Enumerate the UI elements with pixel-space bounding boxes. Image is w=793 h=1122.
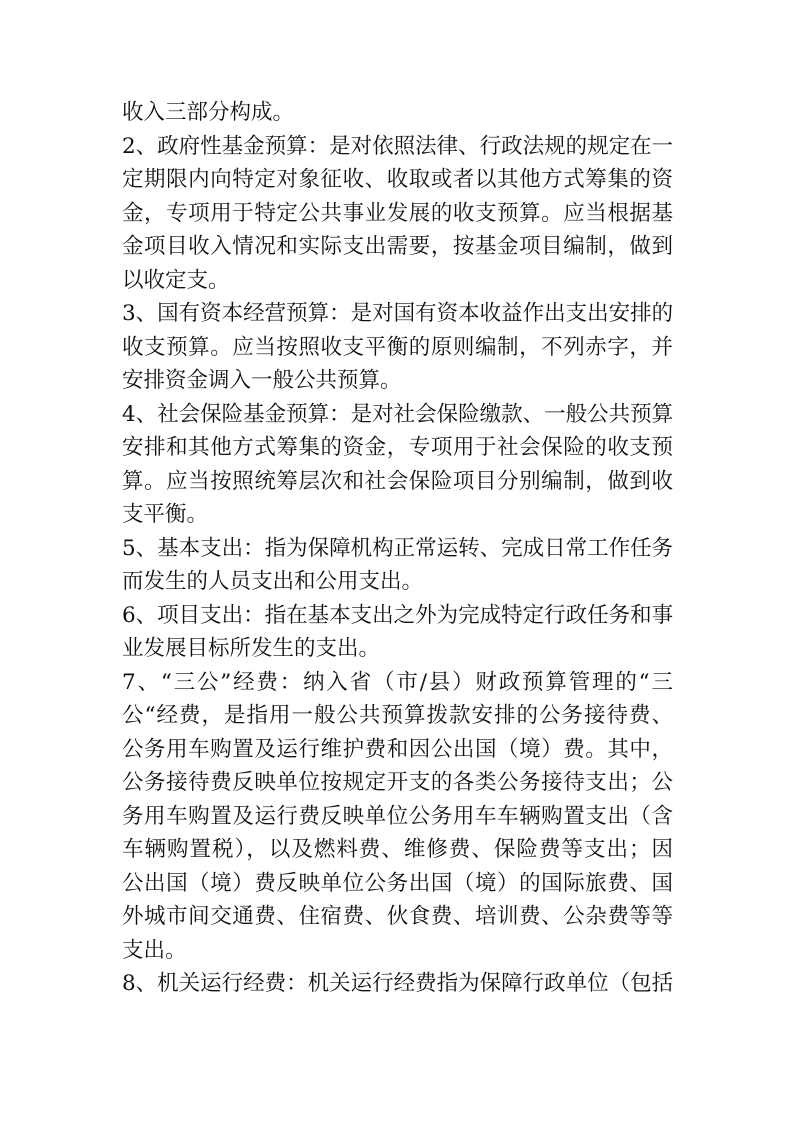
- text-line: 2、政府性基金预算：是对依照法律、行政法规的规定在一: [122, 133, 674, 159]
- text-line: 支平衡。: [122, 502, 209, 527]
- paragraph-item-7-three-public-expenses: [122, 666, 673, 968]
- text-line: 以收定支。: [122, 267, 230, 293]
- text-line: 收支预算。应当按照收支平衡的原则编制，不列赤字，并: [122, 334, 673, 360]
- text-line: 6、项目支出：指在基本支出之外为完成特定行政任务和事: [122, 602, 674, 628]
- paragraph-item-6-project-expenditure: [122, 599, 673, 666]
- text-line: 车辆购置税），以及燃料费、维修费、保险费等支出；因: [122, 837, 673, 862]
- text-line: 收入三部分构成。: [122, 100, 295, 125]
- document-body: [122, 96, 673, 1001]
- text-line: 8、机关运行经费：机关运行经费指为保障行政单位（包括: [122, 971, 674, 996]
- text-line: 金项目收入情况和实际支出需要，按基金项目编制，做到: [122, 234, 673, 259]
- paragraph-item-5-basic-expenditure: [122, 532, 673, 599]
- text-line: 公务用车购置及运行维护费和因公出国（境）费。其中，: [122, 736, 673, 762]
- paragraph-item-3-state-capital-budget: [122, 297, 673, 398]
- text-line: 公出国（境）费反映单位公务出国（境）的国际旅费、国: [122, 870, 673, 896]
- text-line: 安排资金调入一般公共预算。: [122, 368, 402, 393]
- paragraph-item-2-government-fund-budget: [122, 130, 673, 298]
- text-line: 务用车购置及运行费反映单位公务用车车辆购置支出（含: [122, 803, 673, 829]
- text-line: 7、“三公”经费：纳入省（市/县）财政预算管理的“三: [122, 669, 673, 695]
- text-line: 公务接待费反映单位按规定开支的各类公务接待支出；公: [122, 770, 673, 795]
- text-line: 算。应当按照统筹层次和社会保险项目分别编制，做到收: [122, 468, 673, 494]
- text-line: 安排和其他方式筹集的资金，专项用于社会保险的收支预: [122, 435, 673, 460]
- paragraph-item-8-agency-operating-expenses: [122, 967, 673, 1001]
- text-line: 业发展目标所发生的支出。: [122, 636, 381, 661]
- paragraph-item-1-continued: [122, 96, 673, 130]
- text-line: 支出。: [122, 937, 187, 963]
- text-line: 5、基本支出：指为保障机构正常运转、完成日常工作任务: [122, 535, 674, 561]
- text-line: 定期限内向特定对象征收、收取或者以其他方式筹集的资: [122, 167, 673, 192]
- paragraph-item-4-social-insurance-budget: [122, 398, 673, 532]
- text-line: 公“经费，是指用一般公共预算拨款安排的公务接待费、: [122, 703, 673, 728]
- text-line: 金，专项用于特定公共事业发展的收支预算。应当根据基: [122, 200, 673, 226]
- text-line: 外城市间交通费、住宿费、伙食费、培训费、公杂费等等: [122, 904, 673, 929]
- text-line: 而发生的人员支出和公用支出。: [122, 569, 424, 594]
- text-line: 4、社会保险基金预算：是对社会保险缴款、一般公共预算: [122, 401, 674, 427]
- text-line: 3、国有资本经营预算：是对国有资本收益作出支出安排的: [122, 301, 674, 326]
